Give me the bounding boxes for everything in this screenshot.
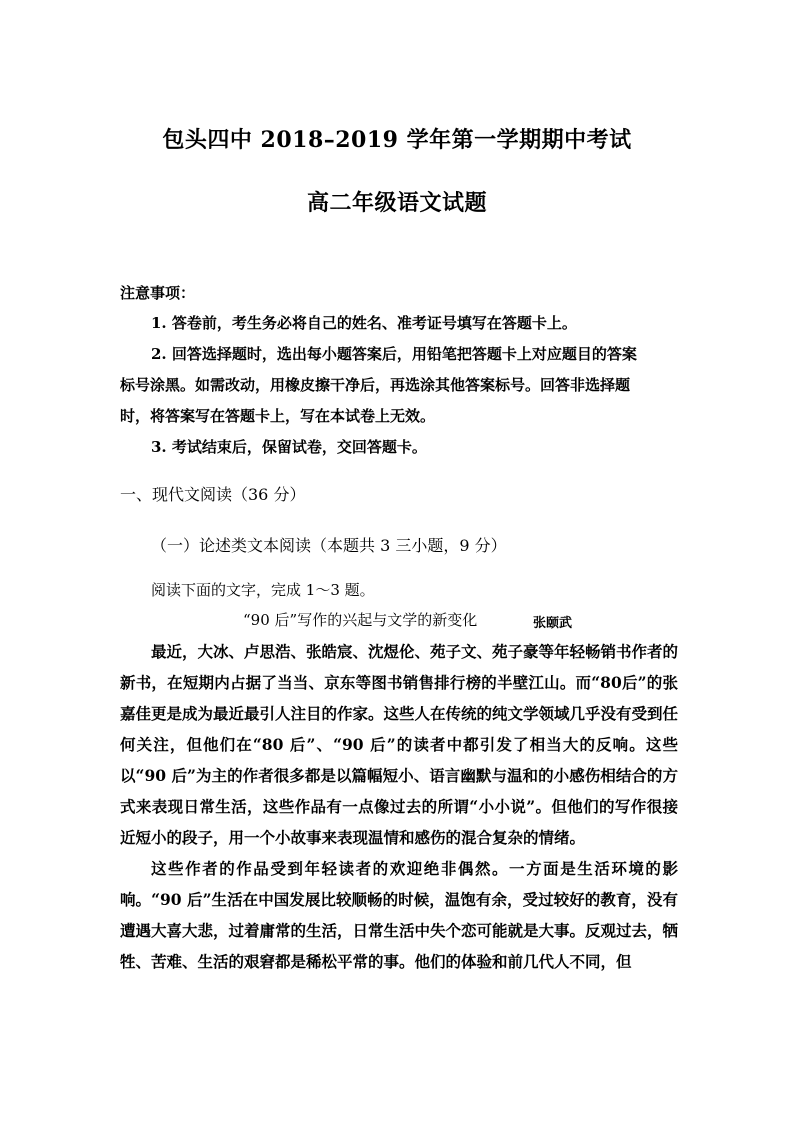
notice-item-1: 1. 答卷前，考生务必将自己的姓名、准考证号填写在答题卡上。 bbox=[151, 314, 577, 332]
article-body bbox=[120, 636, 678, 977]
exam-subtitle: 高二年级语文试题 bbox=[306, 190, 487, 216]
notice-item-2: 2. 回答选择题时，选出每小题答案后，用铅笔把答题卡上对应题目的答案 bbox=[151, 345, 637, 363]
reading-instruction: 阅读下面的文字，完成 1～3 题。 bbox=[151, 581, 375, 599]
article-author: 张颐武 bbox=[533, 616, 573, 631]
notice-item-2-cont-2: 时，将答案写在答题卡上，写在本试卷上无效。 bbox=[120, 407, 436, 425]
section-subheading: （一）论述类文本阅读（本题共 3 三小题，9 分） bbox=[151, 536, 507, 555]
article-paragraph-2: 这些作者的作品受到年轻读者的欢迎绝非偶然。一方面是生活环境的影响。“90 后”生活在中国发展比较顺畅的时候，温饱有余，受过较好的教育，没有遭遇大喜大悲，过着庸常的生活，日常生活中失个恋可能就是大事。反观过去，牺牲、苦难、生活的艰窘都是稀松平常的事。他们的体验和前几代人不同，但 bbox=[120, 859, 679, 971]
notice-item-3: 3. 考试结束后，保留试卷，交回答题卡。 bbox=[151, 438, 427, 456]
notice-heading: 注意事项： bbox=[120, 284, 196, 302]
notice-item-2-cont-1: 标号涂黑。如需改动，用橡皮擦干净后，再选涂其他答案标号。回答非选择题 bbox=[120, 376, 631, 394]
article-title: “90 后”写作的兴起与文学的新变化 bbox=[243, 611, 478, 629]
exam-title: 包头四中 2018–2019 学年第一学期期中考试 bbox=[162, 127, 632, 153]
section-heading: 一、现代文阅读（36 分） bbox=[120, 485, 306, 504]
article-paragraph-1: 最近，大冰、卢思浩、张皓宸、沈煜伦、苑子文、苑子豪等年轻畅销书作者的新书，在短期内占据了当当、京东等图书销售排行榜的半壁江山。而“80后”的张嘉佳更是成为最近最引人注目的作家。这些人在传统的纯文学领域几乎没有受到任何关注，但他们在“80 后”、“90 后”的读者中都引发了相当大的反响。这些以“90 后”为主的作者很多都是以篇幅短小、语言幽默与温和的小感伤相结合的方式来表现日常生活，这些作品有一点像过去的所谓“小小说”。但他们的写作很接近短小的段子，用一个小故事来表现温情和感伤的混合复杂的情绪。 bbox=[120, 642, 679, 847]
